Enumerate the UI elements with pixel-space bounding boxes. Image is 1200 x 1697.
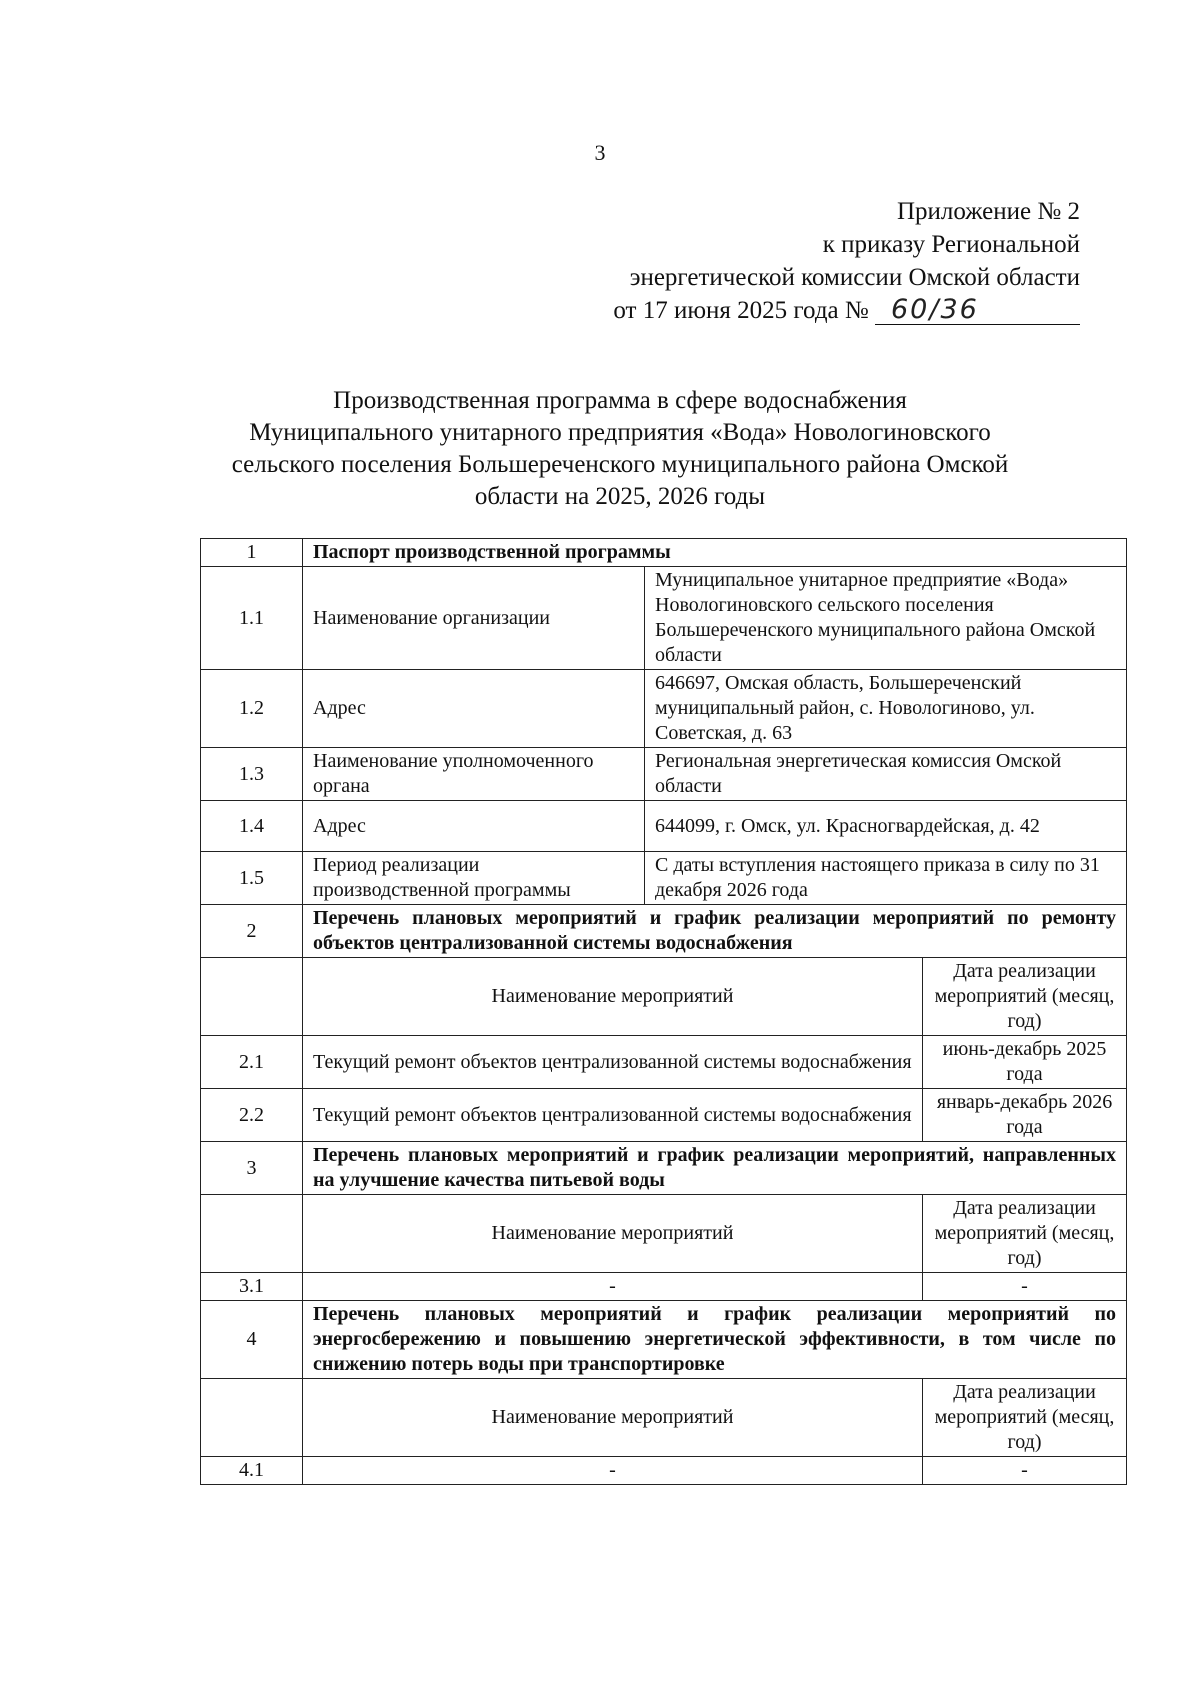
appendix-line-4 (613, 294, 1080, 327)
row-value: Региональная энергетическая комиссия Омской области (645, 748, 1127, 801)
empty-cell (201, 1195, 303, 1273)
production-program-table (200, 538, 1127, 1485)
column-header-row (201, 1195, 1127, 1273)
section-number: 3 (201, 1142, 303, 1195)
event-name: Текущий ремонт объектов централизованной системы водоснабжения (303, 1036, 923, 1089)
column-header-date: Дата реализации мероприятий (месяц, год) (923, 958, 1127, 1036)
section-number: 4 (201, 1301, 303, 1379)
table-row (201, 1036, 1127, 1089)
page-number: 3 (594, 140, 606, 165)
order-date-prefix: от 17 июня 2025 года № (613, 297, 869, 324)
section-title: Перечень плановых мероприятий и график реализации мероприятий по энергосбережению и повышению энергетической эффективности, в том числе по снижению потерь воды при транспортировке (303, 1301, 1127, 1379)
event-date: - (923, 1273, 1127, 1301)
row-number: 3.1 (201, 1273, 303, 1301)
row-number: 1.2 (201, 670, 303, 748)
row-value: 644099, г. Омск, ул. Красногвардейская, д. 42 (645, 801, 1127, 852)
row-number: 2.1 (201, 1036, 303, 1089)
empty-cell (201, 1379, 303, 1457)
row-number: 2.2 (201, 1089, 303, 1142)
appendix-line-2: к приказу Региональной (822, 231, 1080, 258)
appendix-line-1: Приложение № 2 (896, 198, 1080, 225)
section-3-row (201, 1142, 1127, 1195)
column-header-row (201, 958, 1127, 1036)
row-label: Адрес (303, 670, 645, 748)
table-row (201, 1457, 1127, 1485)
handwritten-order-number: 60/36 (875, 296, 1080, 325)
table-row (201, 670, 1127, 748)
title-line-2: Муниципального унитарного предприятия «Вода» Новологиновского (249, 419, 991, 446)
section-title: Перечень плановых мероприятий и график реализации мероприятий, направленных на улучшение качества питьевой воды (303, 1142, 1127, 1195)
title-line-1: Производственная программа в сфере водоснабжения (333, 387, 907, 414)
row-label: Адрес (303, 801, 645, 852)
section-title: Перечень плановых мероприятий и график реализации мероприятий по ремонту объектов централизованной системы водоснабжения (303, 905, 1127, 958)
column-header-date: Дата реализации мероприятий (месяц, год) (923, 1195, 1127, 1273)
appendix-line-3: энергетической комиссии Омской области (629, 264, 1080, 291)
row-value: 646697, Омская область, Большереченский муниципальный район, с. Новологиново, ул. Советская, д. 63 (645, 670, 1127, 748)
section-title: Паспорт производственной программы (303, 539, 1127, 567)
row-value: Муниципальное унитарное предприятие «Вода» Новологиновского сельского поселения Большереченского муниципального района Омской области (645, 567, 1127, 670)
table-row (201, 1273, 1127, 1301)
title-line-4: области на 2025, 2026 годы (474, 483, 766, 510)
row-label: Наименование уполномоченного органа (303, 748, 645, 801)
event-date: июнь-декабрь 2025 года (923, 1036, 1127, 1089)
title-line-3: сельского поселения Большереченского муниципального района Омской (231, 451, 1009, 478)
row-number: 4.1 (201, 1457, 303, 1485)
section-1-row (201, 539, 1127, 567)
table-row (201, 801, 1127, 852)
table-row (201, 748, 1127, 801)
event-name: - (303, 1273, 923, 1301)
appendix-header (613, 195, 1080, 327)
row-number: 1.3 (201, 748, 303, 801)
event-name: - (303, 1457, 923, 1485)
document-title (200, 385, 1040, 513)
section-number: 1 (201, 539, 303, 567)
row-label: Период реализации производственной программы (303, 852, 645, 905)
table-row (201, 567, 1127, 670)
empty-cell (201, 958, 303, 1036)
table-row (201, 1089, 1127, 1142)
column-header-row (201, 1379, 1127, 1457)
row-number: 1.1 (201, 567, 303, 670)
row-value: С даты вступления настоящего приказа в силу по 31 декабря 2026 года (645, 852, 1127, 905)
section-2-row (201, 905, 1127, 958)
column-header-date: Дата реализации мероприятий (месяц, год) (923, 1379, 1127, 1457)
event-date: январь-декабрь 2026 года (923, 1089, 1127, 1142)
column-header-name: Наименование мероприятий (303, 1379, 923, 1457)
column-header-name: Наименование мероприятий (303, 1195, 923, 1273)
column-header-name: Наименование мероприятий (303, 958, 923, 1036)
section-number: 2 (201, 905, 303, 958)
event-name: Текущий ремонт объектов централизованной системы водоснабжения (303, 1089, 923, 1142)
table-row (201, 852, 1127, 905)
row-number: 1.4 (201, 801, 303, 852)
event-date: - (923, 1457, 1127, 1485)
section-4-row (201, 1301, 1127, 1379)
row-label: Наименование организации (303, 567, 645, 670)
row-number: 1.5 (201, 852, 303, 905)
